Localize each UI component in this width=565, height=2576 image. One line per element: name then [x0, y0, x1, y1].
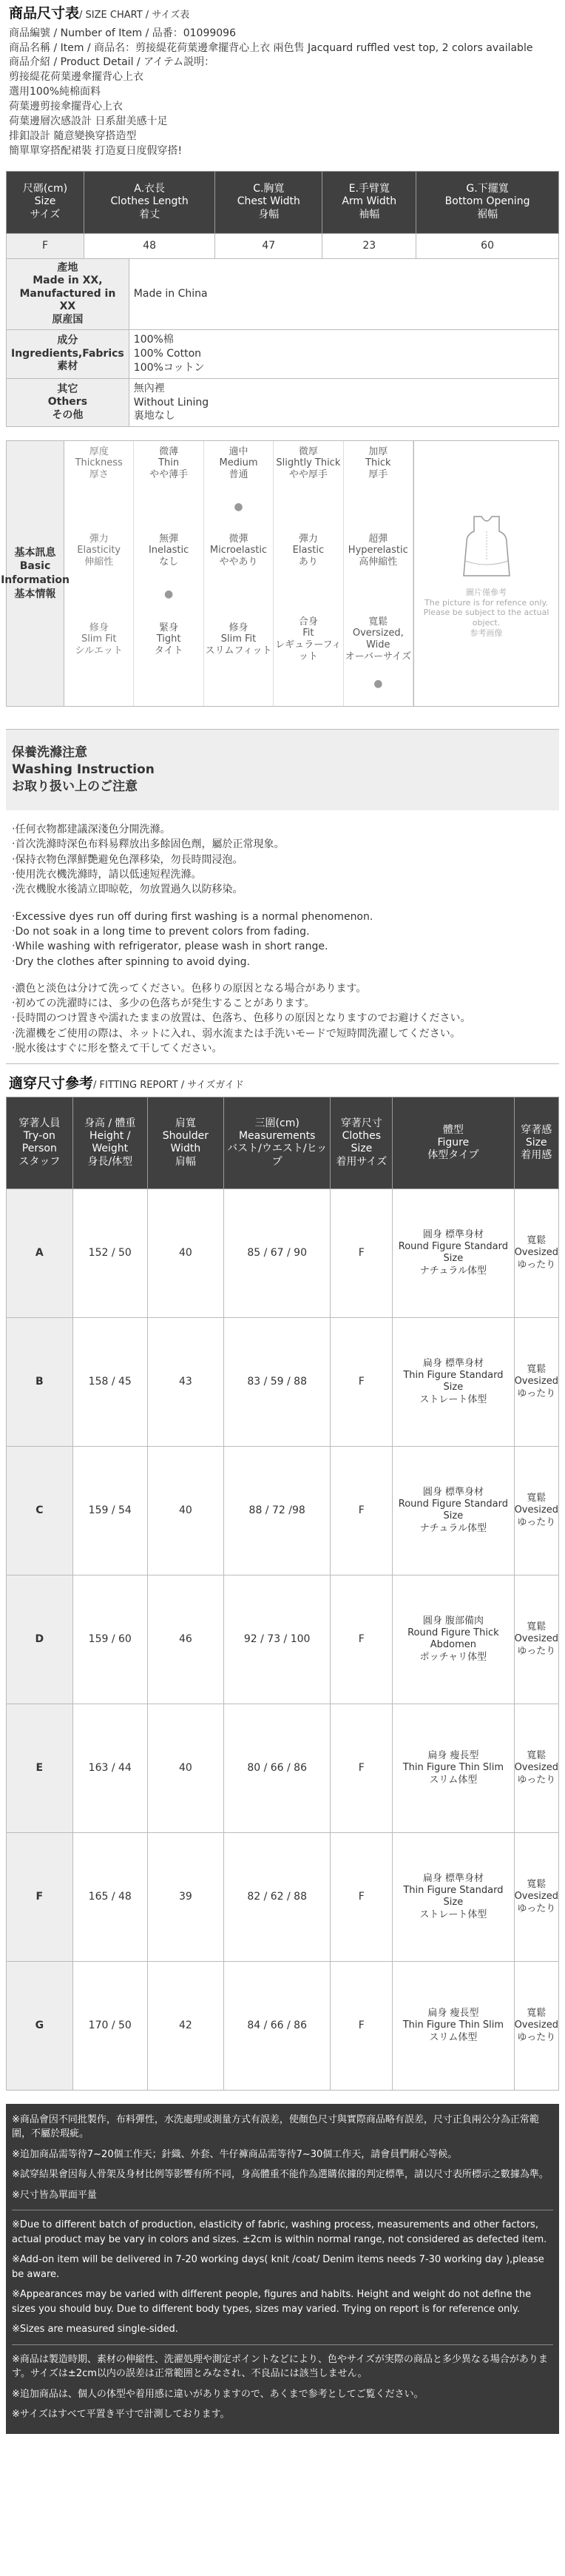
note-line: ※商品會因不同批製作，布料彈性，水洗處理或測量方式有誤差，使顏色尺寸與實際商品略有誤差，尺寸正負兩公分為正常範圍，不屬於瑕疵。	[12, 2113, 539, 2140]
fitting-title-sub: / FITTING REPORT / サイズガイド	[93, 1080, 244, 1092]
fit-cell: F	[331, 1188, 393, 1317]
wash-line: ‧Do not soak in a long time to prevent colors from fading.	[12, 925, 310, 938]
vest-diagram-icon	[453, 509, 520, 583]
note-line: ※Sizes are measured single-sided.	[12, 2324, 178, 2335]
note-line: ※Add-on item will be delivered in 7-20 working days( knit /coat/ Denim items needs 7-30 working day ),please be aware.	[12, 2254, 544, 2280]
wash-gap	[12, 898, 553, 909]
info-value: Made in China	[129, 258, 558, 330]
fit-cell: 159 / 60	[72, 1575, 147, 1704]
wash-line: ‧洗濯機をご使用の際は、ネットに入れ、弱水流または手洗いモードで短時間洗濯してください。	[12, 1027, 461, 1040]
note-line: ※追加商品は、個人の体型や着用感に違いがありますので、あくまで参考としてご覧ください。	[12, 2388, 424, 2400]
size-cell: 60	[416, 233, 559, 258]
fit-cell: F	[331, 1446, 393, 1575]
fit-row	[7, 1832, 559, 1961]
size-cell: 23	[322, 233, 416, 258]
fit-cell: 165 / 48	[72, 1832, 147, 1961]
wash-line: ‧Dry the clothes after spinning to avoid dying.	[12, 955, 250, 968]
basic-category: 彈力 Elasticity 伸縮性	[64, 529, 134, 573]
wash-line: ‧濃色と淡色は分けて洗ってください。色移りの原因となる場合があります。	[12, 982, 367, 995]
fit-cell: B	[7, 1317, 73, 1446]
wash-line: ‧任何衣物都建議深淺色分開洗滌。	[12, 824, 171, 836]
fit-cell: F	[331, 1832, 393, 1961]
fit-row	[7, 1317, 559, 1446]
fit-cell: F	[7, 1832, 73, 1961]
fit-cell: 圓身 腹部備肉 Round Figure Thick Abdomen ポッチャリ体型	[393, 1575, 514, 1704]
fit-cell: 43	[147, 1317, 223, 1446]
garment-figure	[413, 441, 558, 706]
size-col-header: A.衣長 Clothes Length 着丈	[84, 171, 214, 233]
fit-cell: 寬鬆 Ovesized ゆったり	[514, 1832, 558, 1961]
basic-option: 加厚 Thick 厚手	[344, 441, 413, 485]
basic-info	[1, 440, 559, 707]
wash-line: ‧脱水後はすぐに形を整えて干してください。	[12, 1043, 223, 1055]
fit-cell: 39	[147, 1832, 223, 1961]
fit-cell: F	[331, 1961, 393, 2090]
fit-col-header: 肩寬 Shoulder Width 肩幅	[147, 1097, 223, 1188]
fit-cell: 圓身 標準身材 Round Figure Standard Size ナチュラル体型	[393, 1446, 514, 1575]
size-col-header: E.手臂寬 Arm Width 袖幅	[322, 171, 416, 233]
fitting-title-text: 適穿尺寸參考	[9, 1075, 94, 1092]
fit-cell: 寬鬆 Ovesized ゆったり	[514, 1446, 558, 1575]
basic-option: 合身 Fit レギュラーフィット	[274, 616, 343, 662]
fit-cell: 扁身 標準身材 Thin Figure Standard Size ストレート体型	[393, 1832, 514, 1961]
fit-cell: D	[7, 1575, 73, 1704]
fit-cell: 170 / 50	[72, 1961, 147, 2090]
basic-option: 微彈 Microelastic ややあり	[204, 529, 274, 573]
fit-cell: 80 / 66 / 86	[223, 1704, 331, 1832]
fit-cell: F	[331, 1575, 393, 1704]
basic-level-dot	[134, 662, 203, 706]
size-cell: 48	[84, 233, 214, 258]
fit-cell: 84 / 66 / 86	[223, 1961, 331, 2090]
size-row	[7, 233, 559, 258]
basic-spacer	[64, 573, 134, 616]
info-key: 其它 Others その他	[7, 378, 129, 427]
fit-row	[7, 1575, 559, 1704]
notes-divider	[12, 2344, 553, 2345]
info-value: 無內裡 Without Lining 裏地なし	[129, 378, 558, 427]
fit-col-header: 身高 / 體重 Height / Weight 身長/体型	[72, 1097, 147, 1188]
wash-line: ‧初めての洗濯時には、多少の色落ちが発生することがあります。	[12, 998, 315, 1010]
basic-spacer	[64, 485, 134, 528]
basic-level-dot: ●	[344, 662, 413, 706]
fit-cell: 40	[147, 1704, 223, 1832]
fit-col-header: 體型 Figure 体型タイプ	[393, 1097, 514, 1188]
size-chart-title	[9, 4, 559, 24]
fit-cell: E	[7, 1704, 73, 1832]
product-intro	[9, 27, 556, 159]
title-sub: / SIZE CHART / サイズ表	[79, 10, 190, 21]
fitting-title	[9, 1075, 559, 1094]
fit-cell: G	[7, 1961, 73, 2090]
size-col-header: C.胸寬 Chest Width 身幅	[215, 171, 322, 233]
basic-level-dot	[344, 485, 413, 528]
intro-line: 商品名稱 / Item / 商品名：剪接緹花荷葉邊傘擺背心上衣 兩色售 Jacquard ruffled vest top, 2 colors available	[9, 41, 533, 54]
note-line: ※追加商品需等待7~20個工作天；針織、外套、牛仔褲商品需等待7~30個工作天，請會員們耐心等候。	[12, 2148, 458, 2160]
fit-cell: 扁身 標準身材 Thin Figure Standard Size ストレート体型	[393, 1317, 514, 1446]
fit-cell: 寬鬆 Ovesized ゆったり	[514, 1704, 558, 1832]
basic-level-dot: ●	[134, 573, 203, 616]
basic-level-dot: ●	[204, 485, 274, 528]
fit-cell: 40	[147, 1188, 223, 1317]
basic-level-dot	[274, 662, 343, 706]
basic-info-label: 基本訊息 Basic Information 基本情報	[7, 441, 64, 706]
fit-col-header: 穿著人員 Try-on Person スタッフ	[7, 1097, 73, 1188]
size-cell: F	[7, 233, 84, 258]
fit-cell: A	[7, 1188, 73, 1317]
figure-caption: 圖片僅參考 The picture is for refence only. Please be subject to the actual object. 参考画像	[423, 587, 549, 638]
wash-line: ‧使用洗衣機洗滌時，請以低速短程洗滌。	[12, 869, 202, 881]
fit-cell: 152 / 50	[72, 1188, 147, 1317]
size-cell: 47	[215, 233, 322, 258]
basic-info-grid	[64, 441, 413, 706]
basic-option: 適中 Medium 普通	[204, 441, 274, 485]
fit-cell: 82 / 62 / 88	[223, 1832, 331, 1961]
note-line: ※尺寸皆為單面平量	[12, 2189, 97, 2201]
info-row	[7, 330, 559, 379]
basic-option: 緊身 Tight タイト	[134, 616, 203, 662]
basic-level-dot	[274, 485, 343, 528]
fit-cell: 扁身 瘦長型 Thin Figure Thin Slim スリム体型	[393, 1704, 514, 1832]
washing-body	[6, 810, 559, 1063]
basic-level-dot	[204, 662, 274, 706]
fit-cell: 159 / 54	[72, 1446, 147, 1575]
intro-line: 商品介紹 / Product Detail / アイテム説明：	[9, 56, 215, 69]
info-row	[7, 258, 559, 330]
wash-line: ‧Excessive dyes run off during first washing is a normal phenomenon.	[12, 910, 373, 923]
note-line: ※サイズはすべて平置き平寸で計測しております。	[12, 2409, 230, 2421]
intro-line: 剪接緹花荷葉邊傘擺背心上衣	[9, 71, 143, 84]
intro-line: 荷葉邊剪接傘擺背心上衣	[9, 101, 123, 113]
fit-col-header: 三圍(cm) Measurements バスト/ウエスト/ヒップ	[223, 1097, 331, 1188]
info-row	[7, 378, 559, 427]
fit-cell: 163 / 44	[72, 1704, 147, 1832]
wash-line: ‧洗衣機脫水後請立即晾乾，勿放置過久以防移染。	[12, 884, 243, 896]
basic-option: 寬鬆 Oversized, Wide オーバーサイズ	[344, 616, 413, 662]
basic-option: 微厚 Slightly Thick やや厚手	[274, 441, 343, 485]
size-col-header: 尺碼(cm) Size サイズ	[7, 171, 84, 233]
basic-category: 修身 Slim Fit シルエット	[64, 616, 134, 662]
fit-cell: 寬鬆 Ovesized ゆったり	[514, 1188, 558, 1317]
wash-line: ‧保持衣物色澤鮮艷避免色澤移染，勿長時間浸泡。	[12, 853, 243, 866]
basic-spacer	[64, 662, 134, 706]
fit-cell: 46	[147, 1575, 223, 1704]
basic-level-dot	[204, 573, 274, 616]
intro-line: 選用100%純棉面料	[9, 86, 101, 98]
basic-category: 厚度 Thickness 厚さ	[64, 441, 134, 485]
fit-cell: 扁身 瘦長型 Thin Figure Thin Slim スリム体型	[393, 1961, 514, 2090]
fit-col-header: 穿著尺寸 Clothes Size 着用サイズ	[331, 1097, 393, 1188]
intro-line: 荷葉邊層次感設計 日系甜美感十足	[9, 115, 168, 127]
fit-cell: 85 / 67 / 90	[223, 1188, 331, 1317]
fit-cell: 寬鬆 Ovesized ゆったり	[514, 1317, 558, 1446]
fit-cell: F	[331, 1704, 393, 1832]
title-text: 商品尺寸表	[9, 5, 80, 21]
fit-col-header: 穿著感 Size 着用感	[514, 1097, 558, 1188]
fit-cell: 圓身 標準身材 Round Figure Standard Size ナチュラル体型	[393, 1188, 514, 1317]
fit-row	[7, 1961, 559, 2090]
wash-line: ‧While washing with refrigerator, please wash in short range.	[12, 941, 328, 953]
intro-line: 簡單單穿搭配裙裝 打造夏日度假穿搭!	[9, 144, 183, 157]
fitting-table	[6, 1097, 559, 2091]
fit-cell: 寬鬆 Ovesized ゆったり	[514, 1961, 558, 2090]
note-line: ※Appearances may be varied with different people, figures and habits. Height and weight do not define the sizes you should buy. Due to different body types, sizes may varied. Trying on report is for reference only.	[12, 2289, 532, 2315]
basic-level-dot	[274, 573, 343, 616]
washing-instruction	[6, 729, 559, 1064]
info-key: 成分 Ingredients,Fabrics 素材	[7, 330, 129, 379]
basic-option: 修身 Slim Fit スリムフィット	[204, 616, 274, 662]
fit-row	[7, 1446, 559, 1575]
basic-level-dot	[134, 485, 203, 528]
info-value: 100%棉 100% Cotton 100%コットン	[129, 330, 558, 379]
wash-line: ‧長時間のつけ置きや濡れたままの放置は、色落ち、色移りの原因となりますのでお避けください。	[12, 1012, 471, 1025]
fit-row	[7, 1704, 559, 1832]
wash-gap	[12, 969, 553, 981]
fit-cell: 42	[147, 1961, 223, 2090]
fit-cell: 40	[147, 1446, 223, 1575]
info-key: 產地 Made in XX, Manufactured in XX 原産国	[7, 258, 129, 330]
fit-row	[7, 1188, 559, 1317]
intro-line: 排釦設計 隨意變換穿搭造型	[9, 130, 137, 142]
fit-cell: 92 / 73 / 100	[223, 1575, 331, 1704]
intro-line: 商品編號 / Number of Item / 品番：01099096	[9, 27, 236, 39]
note-line: ※試穿結果會因每人骨架及身材比例等影響有所不同，身高體重不能作為選購依據的判定標準，請以尺寸表所標示之數據為準。	[12, 2169, 549, 2181]
basic-level-dot	[344, 573, 413, 616]
fit-cell: 83 / 59 / 88	[223, 1317, 331, 1446]
size-table	[6, 171, 559, 259]
fit-cell: F	[331, 1317, 393, 1446]
info-table	[6, 258, 559, 428]
size-col-header: G.下擺寬 Bottom Opening 裾幅	[416, 171, 559, 233]
fit-cell: 88 / 72 /98	[223, 1446, 331, 1575]
washing-title: 保養洗滌注意 Washing Instruction お取り扱い上のご注意	[6, 730, 559, 810]
fit-cell: C	[7, 1446, 73, 1575]
basic-option: 超彈 Hyperelastic 高伸縮性	[344, 529, 413, 573]
notes-panel	[6, 2104, 559, 2434]
basic-option: 無彈 Inelastic なし	[134, 529, 203, 573]
note-line: ※商品は製造時期、素材の伸縮性、洗濯処理や測定ポイントなどにより、色やサイズが実際の商品と多少異なる場合があります。サイズは±2cm以内の誤差は正常範囲とみなされ、不良品には該当しません。	[12, 2353, 548, 2380]
fit-cell: 158 / 45	[72, 1317, 147, 1446]
page	[0, 4, 565, 2576]
note-line: ※Due to different batch of production, elasticity of fabric, washing process, measurements and other factors, actual product may be vary in colors and sizes. ±2cm is within normal range, not considered as defected item.	[12, 2219, 547, 2245]
basic-option: 微薄 Thin やや薄手	[134, 441, 203, 485]
fit-cell: 寬鬆 Ovesized ゆったり	[514, 1575, 558, 1704]
basic-option: 彈力 Elastic あり	[274, 529, 343, 573]
wash-line: ‧首次洗滌時深色布料易釋放出多餘固色劑，屬於正常現象。	[12, 838, 285, 851]
